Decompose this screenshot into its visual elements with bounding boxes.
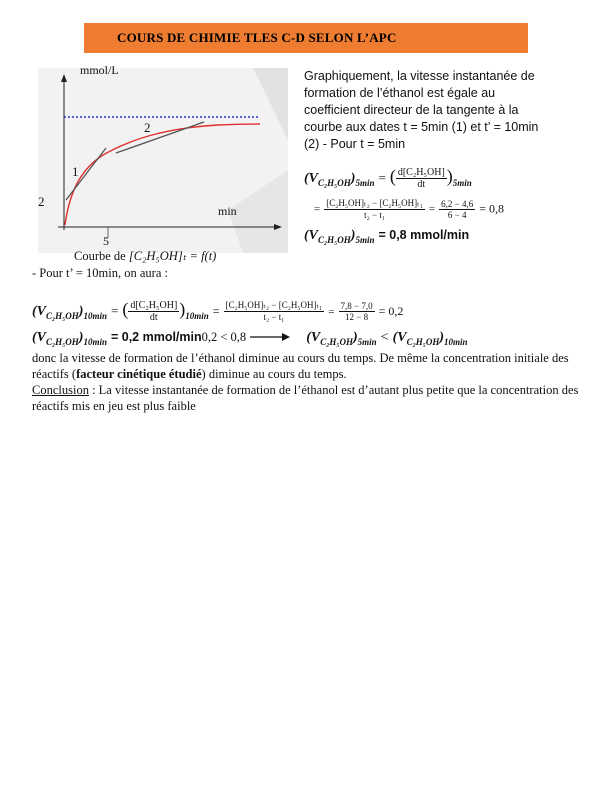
eq5-frac-den: t₂ − t₁ bbox=[364, 210, 385, 220]
tangent-2-label: 2 bbox=[144, 120, 151, 135]
body-line1: donc la vitesse de formation de l’éthanol diminue au cours du temps. De même la concentration initiale des réactifs ( bbox=[32, 351, 569, 381]
eq10-num-den: 12 − 8 bbox=[345, 311, 369, 322]
equation-10min-final: $(V_{C_2H_5OH})_{10min} = 0,2$ mmol/min0,2 < 0,8 $(V_{C_2H_5OH})_{5min} < (V_{C_2H_5OH})_{10min}$ bbox=[32, 330, 468, 347]
eq5-time-2: 5min bbox=[452, 178, 472, 189]
cmp-left-time: 5min bbox=[357, 336, 377, 347]
caption-prefix: Courbe de bbox=[74, 249, 126, 263]
equation-10min-derivative: $(V_{C_2H_5OH})_{10min}$ = ( $\frac{\text{d[C₂H₅OH]}}{dt}$ )$_{10min}$ = $\frac{\text{[C₂H₅OH]ₜ₂ − [C₂H₅OH]ₜ₁}}{\text{t₂ − t₁}}$ = $\frac{7,8 - 7,0}{12 - 8}$ = 0,2 bbox=[32, 299, 404, 323]
eq5-result: = 0,8 bbox=[479, 201, 504, 216]
eq5-time: 5min bbox=[355, 177, 375, 188]
cmp-right-time: 10min bbox=[444, 336, 468, 347]
eq10-deriv-den: dt bbox=[149, 311, 158, 323]
conclusion-block bbox=[32, 350, 580, 414]
eq5-deriv-den: dt bbox=[417, 178, 426, 190]
eq10-time-2: 10min bbox=[185, 311, 209, 322]
header-title: COURS DE CHIMIE TLES C-D SELON L’APC bbox=[117, 30, 397, 45]
eq5-v: (V bbox=[304, 171, 318, 186]
less-than-sign: < bbox=[380, 330, 389, 345]
comparison-text: 0,2 < 0,8 bbox=[201, 330, 247, 344]
eq10-num-num: 7,8 − 7,0 bbox=[340, 300, 373, 311]
eq10-frac-den: t₂ − t₁ bbox=[263, 312, 285, 323]
x-tick-label: 5 bbox=[103, 234, 109, 248]
tangent-1-label: 1 bbox=[72, 164, 79, 179]
conclusion-label: Conclusion bbox=[32, 383, 89, 397]
eq5-final-time: 5min bbox=[355, 234, 375, 245]
eq5-num-num: 6,2 − 4,6 bbox=[441, 198, 474, 209]
pour-10min-text: - Pour t’ = 10min, on aura : bbox=[32, 266, 168, 280]
equation-5min-values: = $\frac{\text{[C₂H₅OH]ₜ₂ − [C₂H₅OH]ₜ₁}}{\text{t₂ − t₁}}$ = $\frac{6,2 - 4,6}{6 - 4}$ = 0,8 bbox=[314, 198, 504, 220]
x-unit-label: min bbox=[218, 204, 237, 218]
body-line1-end: ) diminue au cours du temps. bbox=[201, 367, 347, 381]
equation-5min-final: $(V_{C_2H_5OH})_{5min} = 0,8$ mmol/min bbox=[304, 228, 470, 245]
arrow-icon bbox=[250, 332, 290, 342]
eq10-time: 10min bbox=[83, 310, 107, 321]
eq10-frac-num: [C₂H₅OH]ₜ₂ − [C₂H₅OH]ₜ₁ bbox=[225, 300, 323, 311]
explanation-paragraph: Graphiquement, la vitesse instantanée de formation de l’éthanol est égale au coefficient directeur de la tangente à la courbe aux dates t = 5min (1) et t’ = 10min (2) - Pour t = 5min bbox=[304, 69, 539, 151]
eq5-frac-num: [C₂H₅OH]ₜ₂ − [C₂H₅OH]ₜ₁ bbox=[326, 198, 423, 208]
header-banner bbox=[84, 23, 528, 53]
eq10-result: = 0,2 bbox=[378, 304, 404, 318]
eq5-species: C₂H₅OH bbox=[318, 177, 351, 188]
graph-caption bbox=[74, 248, 216, 264]
eq10-deriv-num: d[C₂H₅OH] bbox=[130, 299, 178, 311]
caption-formula: [C₂H₅OH]ₜ = f(t) bbox=[128, 249, 217, 263]
eq5-num-den: 6 − 4 bbox=[447, 209, 467, 220]
y-unit-label: mmol/L bbox=[80, 63, 119, 77]
eq10-final-time: 10min bbox=[83, 336, 107, 347]
equation-5min-derivative: $(V_{C_2H_5OH})_{5min}$ = ( $\frac{\text{d[C₂H₅OH]}}{dt}$ )$_{5min}$ bbox=[304, 166, 472, 190]
eq10-final-value: = 0,2 mmol/min bbox=[110, 330, 202, 344]
eq5-deriv-num: d[C₂H₅OH] bbox=[397, 166, 445, 178]
y-tick-label: 2 bbox=[38, 194, 45, 209]
concentration-graph bbox=[28, 60, 290, 260]
body-bold-term: facteur cinétique étudié bbox=[76, 367, 202, 381]
eq5-final-value: = 0,8 mmol/min bbox=[378, 228, 470, 242]
conclusion-text: : La vitesse instantanée de formation de l’éthanol est d’autant plus petite que la concentration des réactifs mis en jeu est plus faible bbox=[32, 383, 579, 413]
